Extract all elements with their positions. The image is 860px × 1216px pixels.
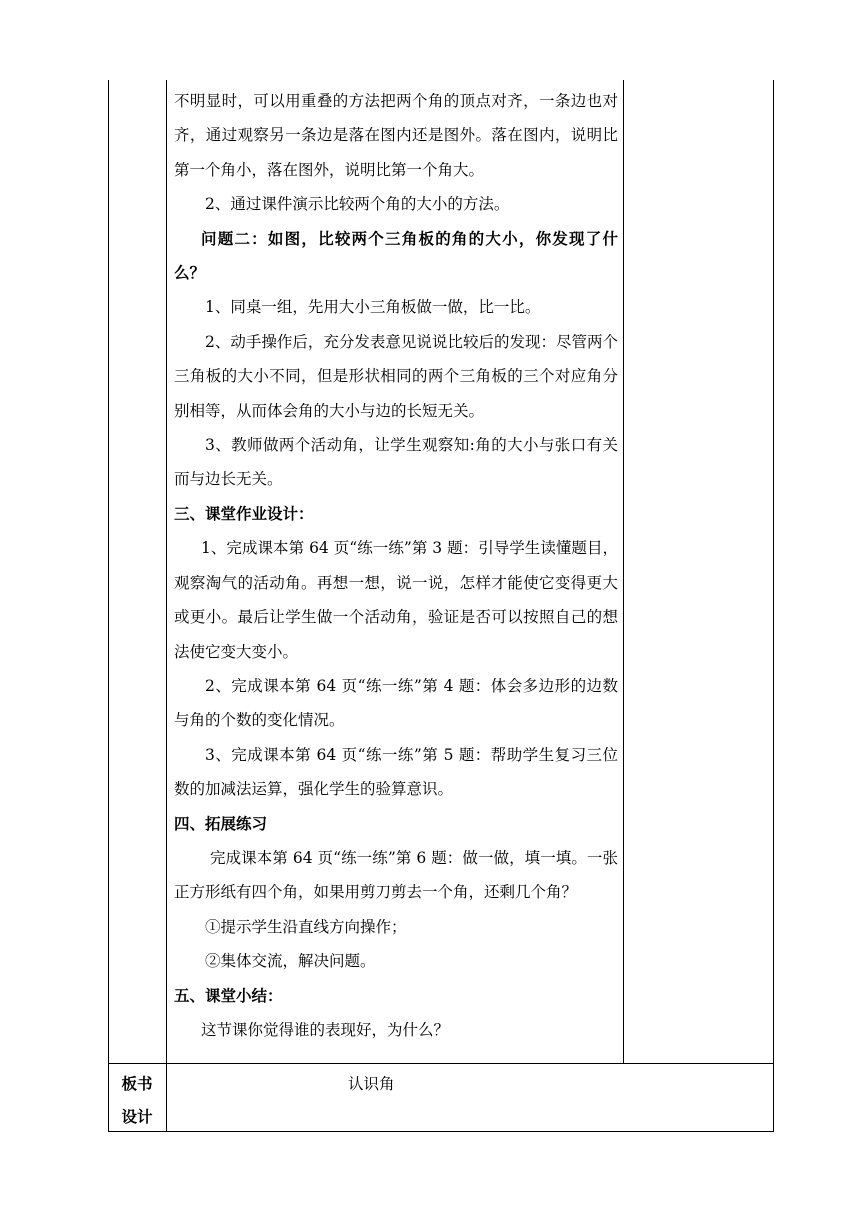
table-border-bottom [108, 1131, 774, 1132]
board-label-line-1: 板书 [121, 1075, 153, 1093]
paragraph-courseware-demo: 2、通过课件演示比较两个角的大小的方法。 [205, 195, 510, 214]
table-border-right [773, 80, 774, 1132]
paragraph-exercise-4: 2、完成课本第 64 页“练一练”第 4 题：体会多边形的边数与角的个数的变化情况。 [174, 676, 618, 730]
table-divider-notes [623, 80, 624, 1063]
paragraph-hint-straight-line: ①提示学生沿直线方向操作； [205, 917, 407, 936]
section-three-heading: 三、课堂作业设计： [174, 504, 314, 523]
paragraph-overlap-method: 不明显时，可以用重叠的方法把两个角的顶点对齐，一条边也对齐，通过观察另一条边是落在图内还是图外。落在图内，说明比第一个角小，落在图外，说明比第一个角大。 [174, 92, 618, 179]
paragraph-exercise-3: 1、完成课本第 64 页“练一练”第 3 题：引导学生读懂题目，观察淘气的活动角。再想一想，说一说，怎样才能使它变得更大或更小。最后让学生做一个活动角，验证是否可以按照自己的想法使它变大变小。 [174, 539, 618, 661]
paragraph-exercise-5: 3、完成课本第 64 页“练一练”第 5 题：帮助学生复习三位数的加减法运算，强化学生的验算意识。 [174, 745, 618, 799]
board-design-title: 认识角 [348, 1075, 395, 1093]
paragraph-summary-question: 这节课你觉得谁的表现好，为什么？ [201, 1020, 450, 1039]
board-label-line-2: 设计 [121, 1108, 153, 1126]
question-two-heading: 问题二：如图，比较两个三角板的角的大小，你发现了什么？ [174, 229, 618, 283]
table-divider-label [166, 80, 167, 1132]
paragraph-exercise-6: 完成课本第 64 页“练一练”第 6 题：做一做，填一填。一张正方形纸有四个角，如果用剪刀剪去一个角，还剩几个角？ [174, 848, 618, 902]
section-five-heading: 五、课堂小结： [174, 986, 283, 1005]
section-four-heading: 四、拓展练习 [174, 814, 268, 833]
paragraph-group-discussion: ②集体交流，解决问题。 [205, 952, 376, 971]
table-border-left [108, 80, 109, 1132]
paragraph-desk-partners: 1、同桌一组，先用大小三角板做一做，比一比。 [205, 298, 541, 317]
paragraph-findings: 2、动手操作后，充分发表意见说说比较后的发现：尽管两个三角板的大小不同，但是形状相同的两个三角板的三个对应角分别相等，从而体会角的大小与边的长短无关。 [174, 332, 618, 420]
lesson-content [174, 84, 618, 1047]
table-row-divider [108, 1063, 774, 1064]
paragraph-teacher-activity: 3、教师做两个活动角，让学生观察知:角的大小与张口有关而与边长无关。 [174, 436, 618, 489]
